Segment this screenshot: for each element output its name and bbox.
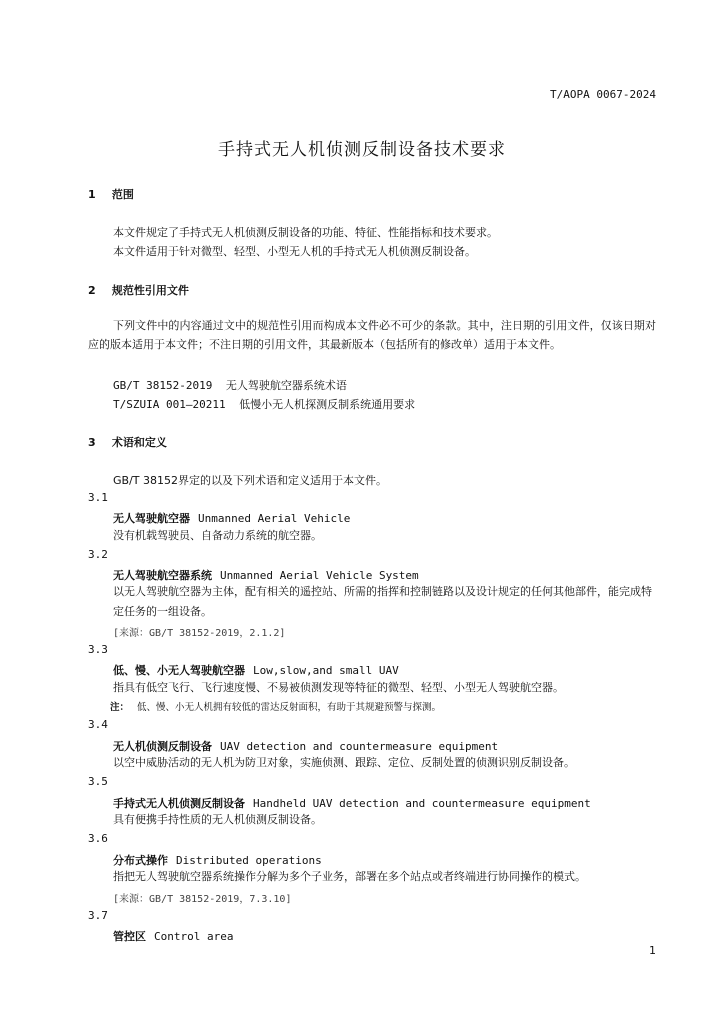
term-en: Handheld UAV detection and countermeasure equipment — [253, 797, 591, 810]
term-zh: 无人驾驶航空器系统 — [113, 569, 212, 582]
term-en: Control area — [154, 930, 234, 943]
reference-code: T/SZUIA 001—20211 — [113, 398, 226, 411]
scope-paragraph-2: 本文件适用于针对微型、轻型、小型无人机的手持式无人机侦测反制设备。 — [113, 245, 476, 258]
reference-item — [113, 396, 415, 412]
term-number: 3.4 — [88, 718, 108, 731]
section-number: 2 — [88, 284, 96, 297]
note-text: 低、慢、小无人机拥有较低的雷达反射面积，有助于其规避预警与探测。 — [137, 702, 442, 713]
term-name — [113, 567, 419, 583]
term-note — [110, 699, 441, 713]
term-number: 3.1 — [88, 491, 108, 504]
section-title: 术语和定义 — [111, 436, 167, 449]
term-zh: 分布式操作 — [113, 854, 168, 867]
term-definition: 具有便携手持性质的无人机侦测反制设备。 — [113, 813, 322, 826]
references-intro-paragraph: 下列文件中的内容通过文中的规范性引用而构成本文件必不可少的条款。其中，注日期的引用文件，仅该日期对应的版本适用于本文件；不注日期的引用文件，其最新版本（包括所有的修改单）适用于本文件。 — [88, 319, 656, 351]
document-title: 手持式无人机侦测反制设备技术要求 — [218, 140, 506, 160]
term-name — [113, 928, 233, 944]
term-number: 3.2 — [88, 548, 108, 561]
reference-title: 低慢小无人机探测反制系统通用要求 — [239, 398, 416, 411]
section-title: 范围 — [111, 188, 134, 201]
term-name — [113, 795, 591, 811]
term-zh: 管控区 — [113, 930, 146, 943]
term-name — [113, 510, 350, 526]
section-title: 规范性引用文件 — [111, 284, 189, 297]
term-name — [113, 662, 399, 678]
term-number: 3.7 — [88, 909, 108, 922]
term-source: [来源：GB/T 38152-2019，7.3.10] — [113, 894, 292, 905]
reference-title: 无人驾驶航空器系统术语 — [225, 379, 347, 392]
term-name — [113, 852, 322, 868]
section-heading-terms — [88, 434, 167, 450]
term-number: 3.6 — [88, 832, 108, 845]
term-zh: 手持式无人机侦测反制设备 — [113, 797, 245, 810]
note-label: 注： — [110, 702, 130, 713]
term-number: 3.3 — [88, 643, 108, 656]
section-heading-normative-references — [88, 282, 189, 298]
term-source: [来源：GB/T 38152-2019，2.1.2] — [113, 628, 286, 639]
section-heading-scope — [88, 186, 134, 202]
section-number: 3 — [88, 436, 96, 449]
scope-paragraph-1: 本文件规定了手持式无人机侦测反制设备的功能、特征、性能指标和技术要求。 — [113, 226, 498, 239]
term-en: Low,slow,and small UAV — [253, 664, 399, 677]
term-definition: 指把无人驾驶航空器系统操作分解为多个子业务，部署在多个站点或者终端进行协同操作的模式。 — [113, 870, 586, 883]
term-en: Unmanned Aerial Vehicle — [198, 512, 351, 525]
term-name — [113, 738, 498, 754]
term-zh: 无人驾驶航空器 — [113, 512, 190, 525]
term-definition: 没有机载驾驶员、自备动力系统的航空器。 — [113, 529, 322, 542]
term-definition: 以空中威胁活动的无人机为防卫对象，实施侦测、跟踪、定位、反制处置的侦测识别反制设备。 — [113, 756, 575, 769]
reference-item — [113, 377, 347, 393]
term-en: UAV detection and countermeasure equipment — [220, 740, 499, 753]
page-number: 1 — [649, 944, 656, 957]
term-zh: 低、慢、小无人驾驶航空器 — [113, 664, 245, 677]
standard-code: T/AOPA 0067-2024 — [550, 88, 656, 101]
reference-code: GB/T 38152-2019 — [113, 379, 213, 392]
section-number: 1 — [88, 188, 96, 201]
term-definition: 指具有低空飞行、飞行速度慢、不易被侦测发现等特征的微型、轻型、小型无人驾驶航空器。 — [113, 681, 564, 694]
terms-intro-paragraph: GB/T 38152界定的以及下列术语和定义适用于本文件。 — [113, 474, 387, 487]
term-definition: 以无人驾驶航空器为主体，配有相关的遥控站、所需的指挥和控制链路以及设计规定的任何其他部件，能完成特定任务的一组设备。 — [113, 585, 652, 618]
term-en: Distributed operations — [176, 854, 322, 867]
term-number: 3.5 — [88, 775, 108, 788]
term-en: Unmanned Aerial Vehicle System — [220, 569, 419, 582]
term-zh: 无人机侦测反制设备 — [113, 740, 212, 753]
